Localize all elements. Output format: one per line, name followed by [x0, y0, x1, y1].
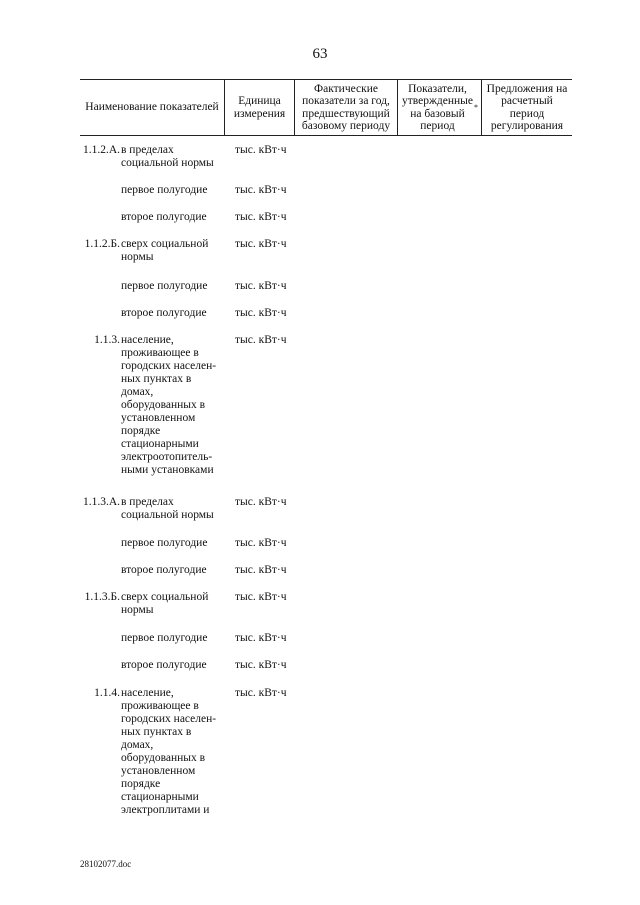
row-label: второе полугодие [121, 307, 207, 319]
row-label: в пределах социальной нормы [121, 496, 214, 521]
header-fact: Фактические показатели за год, предшествующий базовому периоду [295, 80, 398, 135]
row-label: первое полугодие [121, 537, 208, 549]
row-unit: тыс. кВт·ч [235, 659, 287, 671]
row-code: 1.1.4. [94, 687, 120, 699]
row-unit: тыс. кВт·ч [235, 632, 287, 644]
row-label: сверх социальной нормы [121, 238, 209, 263]
row-unit: тыс. кВт·ч [235, 564, 287, 576]
row-unit: тыс. кВт·ч [235, 687, 287, 699]
row-label: второе полугодие [121, 659, 207, 671]
row-label: первое полугодие [121, 632, 208, 644]
document-filename: 28102077.doc [80, 859, 132, 869]
row-code: 1.1.3. [94, 334, 120, 346]
row-unit: тыс. кВт·ч [235, 184, 287, 196]
row-unit: тыс. кВт·ч [235, 211, 287, 223]
page-number: 63 [312, 46, 328, 62]
row-code: 1.1.2.А. [82, 144, 120, 156]
row-label: в пределах социальной нормы [121, 144, 214, 169]
row-label: сверх социальной нормы [121, 591, 209, 616]
row-label: первое полугодие [121, 280, 208, 292]
row-unit: тыс. кВт·ч [235, 307, 287, 319]
row-unit: тыс. кВт·ч [235, 496, 287, 508]
row-label: первое полугодие [121, 184, 208, 196]
header-name: Наименование показателей [80, 80, 225, 135]
header-base-text: Показатели, утвержденные на базовый период [401, 82, 474, 132]
row-label: второе полугодие [121, 564, 207, 576]
row-unit: тыс. кВт·ч [235, 591, 287, 603]
indicator-table [80, 79, 572, 816]
row-unit: тыс. кВт·ч [235, 334, 287, 346]
header-unit: Единица измерения [225, 80, 295, 135]
row-unit: тыс. кВт·ч [235, 144, 287, 156]
header-proposal: Предложения на расчетный период регулирования [486, 82, 568, 132]
row-code: 1.1.3.А. [82, 496, 120, 508]
row-unit: тыс. кВт·ч [235, 238, 287, 250]
row-unit: тыс. кВт·ч [235, 280, 287, 292]
row-label: население, проживающее в городских населен-ных пунктах в домах, оборудованных в установленном порядке стационарными электроплитами и [121, 687, 217, 816]
row-code: 1.1.2.Б. [84, 238, 120, 250]
header-base: Показатели, утвержденные на базовый период * [398, 80, 482, 135]
row-label: население, проживающее в городских населен-ных пунктах в домах, оборудованных в установленном порядке стационарными электроотопитель-ными установками [121, 334, 217, 476]
row-unit: тыс. кВт·ч [235, 537, 287, 549]
row-label: второе полугодие [121, 211, 207, 223]
row-code: 1.1.3.Б. [84, 591, 120, 603]
table-header-row [80, 79, 572, 136]
